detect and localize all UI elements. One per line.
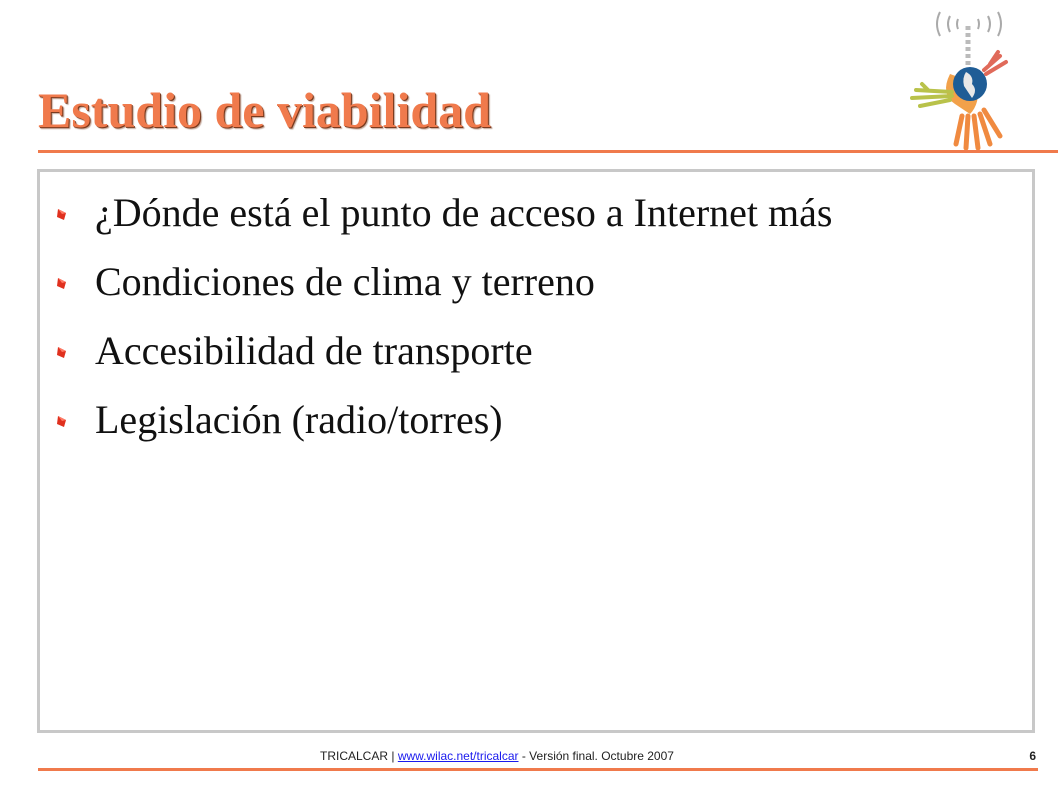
bullet-item — [40, 178, 1035, 247]
page-number: 6 — [1029, 749, 1036, 763]
content-box — [37, 169, 1035, 733]
bullet-text: Condiciones de clima y terreno — [95, 259, 595, 304]
bullet-item — [40, 316, 1035, 385]
red-bullet-icon — [56, 414, 68, 428]
footer-link[interactable]: www.wilac.net/tricalcar — [397, 749, 519, 763]
bullet-text: ¿Dónde está el punto de acceso a Internet más — [95, 190, 833, 235]
footer-brand: TRICALCAR — [320, 749, 389, 763]
red-bullet-icon — [56, 276, 68, 290]
title-divider — [38, 150, 1058, 153]
red-bullet-icon — [56, 345, 68, 359]
footer-separator: | — [388, 749, 398, 763]
bullet-item — [40, 247, 1035, 316]
bullet-text: Legislación (radio/torres) — [95, 397, 503, 442]
footer — [320, 748, 674, 764]
bullet-text: Accesibilidad de transporte — [95, 328, 533, 373]
bullet-item — [40, 385, 1035, 454]
footer-suffix: - Versión final. Octubre 2007 — [518, 749, 674, 763]
red-bullet-icon — [56, 207, 68, 221]
slide-title: Estudio de viabilidad — [38, 82, 491, 138]
footer-divider — [38, 768, 1038, 771]
bullet-list — [40, 178, 1035, 454]
tricalcar-logo-icon — [900, 4, 1030, 154]
